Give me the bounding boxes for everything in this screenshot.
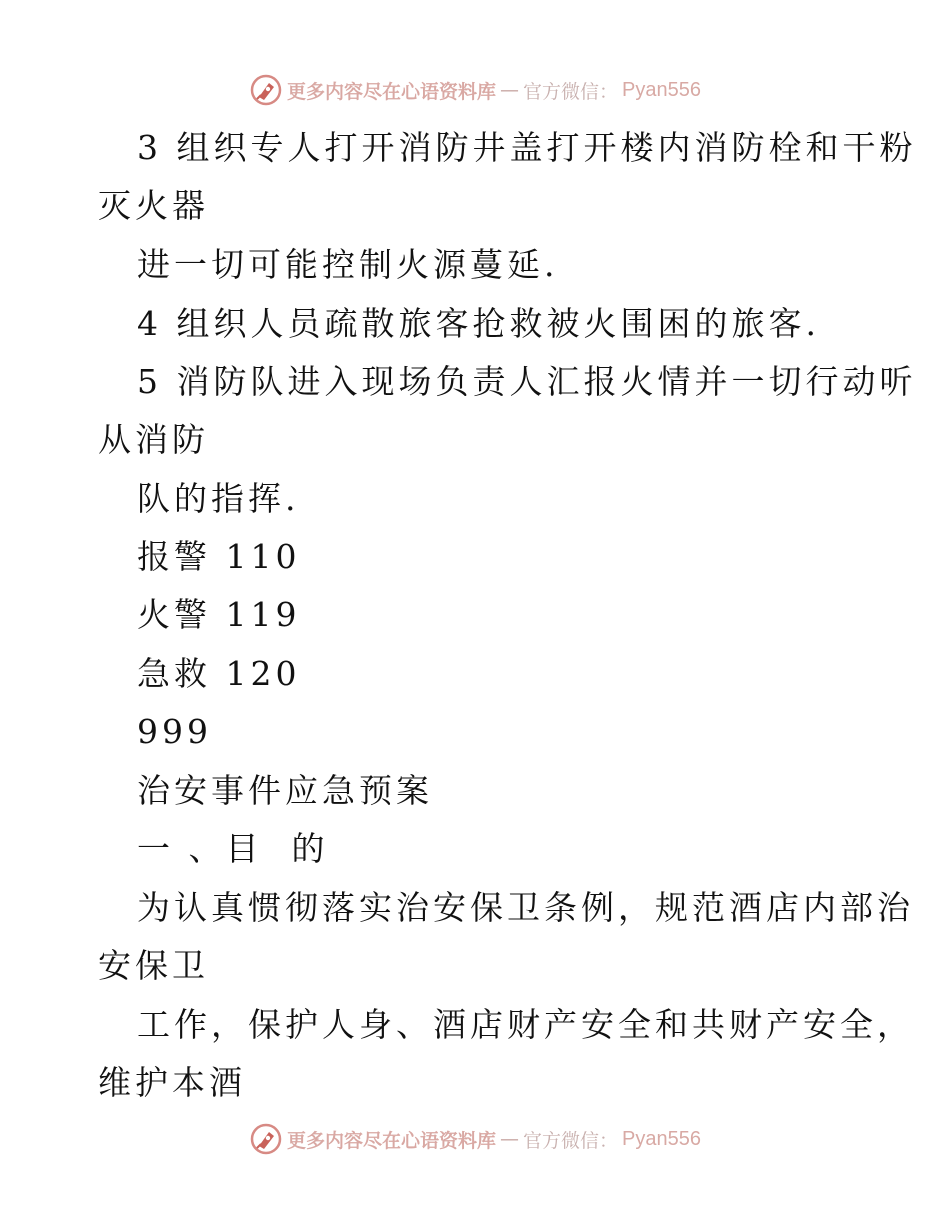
text-line: 为认真惯彻落实治安保卫条例，规范酒店内部治 xyxy=(137,888,914,927)
text-line: 队的指挥. xyxy=(137,479,300,518)
watermark-account: Pyan556 xyxy=(622,1127,701,1150)
watermark-separator: — xyxy=(500,1128,520,1150)
text-line: 维护本酒 xyxy=(98,1063,246,1102)
text-line: 工作，保护人身、酒店财产安全和共财产安全， xyxy=(137,1005,914,1044)
text-line: 4 组织人员疏散旅客抢救被火围困的旅客. xyxy=(137,304,820,343)
watermark-label: 官方微信： xyxy=(523,80,619,103)
watermark-account: Pyan556 xyxy=(622,78,701,101)
text-line: 999 xyxy=(137,712,212,751)
pen-nib-logo-icon xyxy=(249,1122,283,1156)
section-title: 治安事件应急预案 xyxy=(137,771,433,810)
text-line: 从消防 xyxy=(98,420,209,459)
text-line: 5 消防队进入现场负责人汇报火情并一切行动听 xyxy=(137,362,917,401)
footer-watermark xyxy=(0,1122,950,1156)
watermark-separator: — xyxy=(500,79,520,101)
text-line: 3 组织专人打开消防井盖打开楼内消防栓和干粉 xyxy=(137,128,917,167)
text-line: 急救 120 xyxy=(137,654,301,693)
text-line: 火警 119 xyxy=(137,595,301,634)
watermark-text: 更多内容尽在心语资料库 xyxy=(287,1129,497,1152)
text-line: 安保卫 xyxy=(98,946,209,985)
watermark-text: 更多内容尽在心语资料库 xyxy=(287,80,497,103)
text-line: 报警 110 xyxy=(137,537,301,576)
watermark-label: 官方微信： xyxy=(523,1129,619,1152)
section-heading: 一 、目 的 xyxy=(137,829,329,868)
text-line: 进一切可能控制火源蔓延. xyxy=(137,245,559,284)
text-line: 灭火器 xyxy=(98,186,209,225)
